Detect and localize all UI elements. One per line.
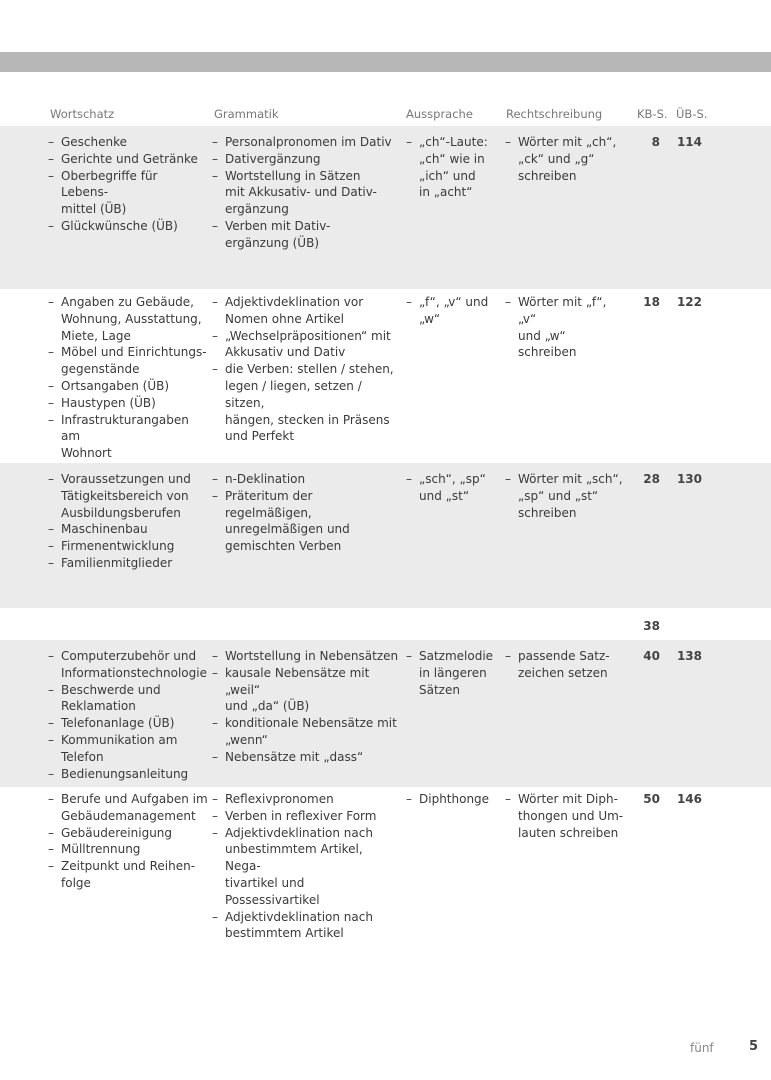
- rechtschreibung-item: [505, 471, 625, 521]
- kb-page-number: 18: [643, 295, 660, 309]
- wortschatz-item-line: Reklamation: [61, 699, 136, 714]
- grammatik-item: [212, 471, 402, 488]
- aussprache-item: [406, 791, 501, 808]
- grammatik-item-line: – Adjektivdeklination nach: [225, 825, 373, 840]
- wortschatz-item: [48, 344, 208, 378]
- grammatik-item-line: und „da“ (ÜB): [225, 699, 310, 714]
- wortschatz-item-line: – Zeitpunkt und Reihen-: [61, 859, 196, 874]
- wortschatz-item-line: Tätigkeitsbereich von: [61, 488, 189, 503]
- aussprache-item-line: in „acht“: [419, 185, 473, 200]
- wortschatz-item-line: Wohnung, Ausstattung,: [61, 311, 202, 326]
- wortschatz-item-line: – Maschinenbau: [61, 522, 148, 537]
- grammatik-item-line: – Adjektivdeklination nach: [225, 909, 373, 924]
- aussprache-item-line: „ch“ wie in: [419, 151, 485, 166]
- table-row: [0, 126, 771, 289]
- grammatik-item: [212, 134, 402, 151]
- rechtschreibung-item-line: zeichen setzen: [518, 665, 608, 680]
- wortschatz-item-line: – Möbel und Einrichtungs-: [61, 345, 207, 360]
- aussprache-item-line: – Satzmelodie: [419, 649, 494, 663]
- grammatik-item: [212, 328, 402, 362]
- header-rechtschreibung: Rechtschreibung: [506, 107, 603, 121]
- header-ueb-seite: ÜB-S.: [676, 107, 708, 121]
- wortschatz-item: [48, 412, 208, 462]
- wortschatz-item-line: Miete, Lage: [61, 328, 131, 343]
- rechtschreibung-item-line: thongen und Um-: [518, 808, 624, 823]
- wortschatz-item-line: Ausbildungsberufen: [61, 505, 181, 520]
- grammatik-item-line: – konditionale Nebensätze mit: [225, 716, 397, 731]
- grammatik-item-line: ergänzung: [225, 202, 289, 217]
- wortschatz-item-line: folge: [61, 875, 91, 890]
- aussprache-item-line: und „st“: [419, 488, 470, 503]
- grammatik-item-line: – Reflexivpronomen: [225, 792, 334, 806]
- wortschatz-item-line: – Gebäudereinigung: [61, 825, 173, 840]
- rechtschreibung-cell: [505, 134, 625, 184]
- wortschatz-item-line: – Kommunikation am: [61, 732, 178, 747]
- grammatik-item-line: – n-Deklination: [225, 472, 306, 486]
- wortschatz-item-line: gegenstände: [61, 362, 140, 377]
- wortschatz-item: [48, 791, 208, 825]
- grammatik-item: [212, 294, 402, 328]
- rechtschreibung-item-line: „ck“ und „g“: [518, 151, 595, 166]
- wortschatz-item-line: mittel (ÜB): [61, 202, 127, 217]
- aussprache-item-line: – „ch“-Laute:: [419, 135, 488, 149]
- wortschatz-item-line: – Voraussetzungen und: [61, 472, 191, 486]
- wortschatz-item: [48, 151, 208, 168]
- grammatik-item-line: – Wortstellung in Nebensätzen: [225, 649, 399, 663]
- top-gray-bar: [0, 52, 771, 72]
- table-row: [0, 640, 771, 787]
- ueb-page-number: 130: [676, 472, 702, 486]
- grammatik-item: [212, 749, 402, 766]
- wortschatz-cell: [48, 471, 208, 572]
- wortschatz-item: [48, 378, 208, 395]
- aussprache-item: [406, 134, 501, 201]
- header-kb-seite: KB-S.: [637, 107, 668, 121]
- aussprache-item-line: – „sch“, „sp“: [419, 472, 486, 486]
- grammatik-item-line: – Adjektivdeklination vor: [225, 295, 364, 309]
- wortschatz-item-line: Informationstechnologie: [61, 665, 207, 680]
- grammatik-item: [212, 808, 402, 825]
- grammatik-item-line: Nomen ohne Artikel: [225, 311, 344, 326]
- wortschatz-item: [48, 395, 208, 412]
- rechtschreibung-item: [505, 294, 625, 361]
- aussprache-item: [406, 294, 501, 328]
- grammatik-item-line: – Verben mit Dativ-: [225, 218, 331, 233]
- kb-page-number: 28: [643, 472, 660, 486]
- grammatik-item-line: legen / liegen, setzen / sitzen,: [225, 378, 362, 410]
- wortschatz-item: [48, 218, 208, 235]
- grammatik-item: [212, 648, 402, 665]
- wortschatz-item: [48, 841, 208, 858]
- aussprache-cell: [406, 471, 501, 505]
- wortschatz-item: [48, 732, 208, 766]
- wortschatz-item: [48, 648, 208, 682]
- aussprache-item-line: Sätzen: [419, 682, 460, 697]
- ueb-page-number: 146: [676, 792, 702, 806]
- rechtschreibung-item-line: – passende Satz-: [518, 649, 610, 663]
- header-aussprache: Aussprache: [406, 107, 473, 121]
- wortschatz-item-line: – Berufe und Aufgaben im: [61, 792, 208, 806]
- ueb-page-number: 122: [676, 295, 702, 309]
- wortschatz-item: [48, 715, 208, 732]
- wortschatz-item-line: – Angaben zu Gebäude,: [61, 295, 194, 309]
- grammatik-item-line: – Personalpronomen im Dativ: [225, 135, 392, 149]
- rechtschreibung-item-line: schreiben: [518, 505, 577, 520]
- wortschatz-item: [48, 555, 208, 572]
- ueb-page-number: 138: [676, 649, 702, 663]
- grammatik-cell: [212, 648, 402, 766]
- wortschatz-item-line: – Bedienungsanleitung: [61, 766, 189, 781]
- table-row: [0, 463, 771, 608]
- wortschatz-item-line: – Oberbegriffe für Lebens-: [61, 168, 158, 200]
- grammatik-item-line: mit Akkusativ- und Dativ-: [225, 185, 377, 200]
- table-row: [0, 286, 771, 461]
- wortschatz-cell: [48, 294, 208, 462]
- grammatik-item-line: – die Verben: stellen / stehen,: [225, 362, 394, 377]
- kb-page-number: 40: [643, 649, 660, 663]
- wortschatz-item-line: – Firmenentwicklung: [61, 539, 175, 554]
- aussprache-cell: [406, 791, 501, 808]
- grammatik-item: [212, 361, 402, 445]
- grammatik-item-line: – Präteritum der regelmäßigen,: [225, 488, 313, 520]
- rechtschreibung-item-line: – Wörter mit „f“, „v“: [518, 295, 607, 326]
- aussprache-item-line: „w“: [419, 311, 441, 326]
- header-wortschatz: Wortschatz: [50, 107, 115, 121]
- grammatik-item: [212, 151, 402, 168]
- rechtschreibung-item-line: – Wörter mit „sch“,: [518, 472, 623, 486]
- wortschatz-item-line: – Ortsangaben (ÜB): [61, 378, 170, 393]
- rechtschreibung-cell: [505, 471, 625, 521]
- wortschatz-item-line: – Computerzubehör und: [61, 649, 197, 663]
- wortschatz-item: [48, 168, 208, 218]
- rechtschreibung-item-line: schreiben: [518, 168, 577, 183]
- wortschatz-item: [48, 825, 208, 842]
- grammatik-item-line: bestimmtem Artikel: [225, 926, 344, 941]
- wortschatz-item: [48, 294, 208, 344]
- grammatik-item-line: gemischten Verben: [225, 539, 342, 554]
- aussprache-cell: [406, 648, 501, 698]
- wortschatz-cell: [48, 134, 208, 235]
- aussprache-item-line: – Diphthonge: [419, 792, 490, 806]
- kb-page-number: 50: [643, 792, 660, 806]
- rechtschreibung-item-line: – Wörter mit Diph-: [518, 792, 618, 806]
- grammatik-item-line: Akkusativ und Dativ: [225, 345, 346, 360]
- grammatik-item: [212, 791, 402, 808]
- rechtschreibung-item: [505, 791, 625, 841]
- rechtschreibung-item: [505, 134, 625, 184]
- aussprache-item-line: in längeren: [419, 665, 487, 680]
- wortschatz-item-line: – Geschenke: [61, 135, 128, 149]
- grammatik-item: [212, 488, 402, 555]
- grammatik-item-line: – „Wechselpräpositionen“ mit: [225, 328, 391, 343]
- grammatik-item-line: unregelmäßigen und: [225, 522, 350, 537]
- table-header: [0, 106, 771, 126]
- rechtschreibung-cell: [505, 648, 625, 682]
- grammatik-item-line: und Perfekt: [225, 429, 295, 444]
- wortschatz-item-line: Telefon: [61, 749, 104, 764]
- wortschatz-cell: [48, 648, 208, 782]
- rechtschreibung-cell: [505, 791, 625, 841]
- grammatik-item-line: – kausale Nebensätze mit „weil“: [225, 665, 370, 697]
- wortschatz-item: [48, 682, 208, 716]
- wortschatz-item: [48, 134, 208, 151]
- grammatik-item: [212, 825, 402, 909]
- wortschatz-cell: [48, 791, 208, 892]
- wortschatz-item-line: – Haustypen (ÜB): [61, 395, 156, 410]
- table-row: [0, 783, 771, 941]
- wortschatz-item-line: – Familienmitglieder: [61, 555, 173, 570]
- grammatik-item: [212, 715, 402, 749]
- grammatik-cell: [212, 134, 402, 252]
- kb-page-number-extra: 38: [643, 619, 660, 633]
- wortschatz-item-line: – Telefonanlage (ÜB): [61, 716, 175, 731]
- wortschatz-item-line: – Gerichte und Getränke: [61, 151, 198, 166]
- rechtschreibung-item-line: „sp“ und „st“: [518, 488, 599, 503]
- rechtschreibung-item-line: lauten schreiben: [518, 825, 619, 840]
- aussprache-item: [406, 471, 501, 505]
- kb-page-number: 8: [651, 135, 660, 149]
- aussprache-cell: [406, 134, 501, 201]
- grammatik-item-line: „wenn“: [225, 732, 268, 747]
- aussprache-item: [406, 648, 501, 698]
- grammatik-item: [212, 909, 402, 943]
- grammatik-item-line: tivartikel und Possessivartikel: [225, 875, 320, 907]
- aussprache-item-line: – „f“, „v“ und: [419, 295, 489, 309]
- rechtschreibung-cell: [505, 294, 625, 361]
- wortschatz-item: [48, 858, 208, 892]
- wortschatz-item: [48, 538, 208, 555]
- aussprache-item-line: „ich“ und: [419, 168, 476, 183]
- grammatik-cell: [212, 791, 402, 942]
- grammatik-item: [212, 168, 402, 218]
- grammatik-item: [212, 665, 402, 715]
- wortschatz-item-line: – Mülltrennung: [61, 842, 141, 857]
- wortschatz-item-line: – Infrastrukturangaben am: [61, 412, 189, 444]
- rechtschreibung-item-line: – Wörter mit „ch“,: [518, 135, 617, 149]
- wortschatz-item: [48, 521, 208, 538]
- wortschatz-item: [48, 471, 208, 521]
- grammatik-item-line: – Nebensätze mit „dass“: [225, 749, 364, 764]
- header-grammatik: Grammatik: [214, 107, 279, 121]
- footer-page-word: fünf: [690, 1041, 714, 1055]
- grammatik-cell: [212, 294, 402, 445]
- wortschatz-item-line: Gebäudemanagement: [61, 808, 196, 823]
- grammatik-item-line: – Verben in reflexiver Form: [225, 808, 377, 823]
- rechtschreibung-item-line: und „w“ schreiben: [518, 328, 577, 360]
- grammatik-item: [212, 218, 402, 252]
- grammatik-item-line: ergänzung (ÜB): [225, 235, 320, 250]
- rechtschreibung-item: [505, 648, 625, 682]
- grammatik-item-line: hängen, stecken in Präsens: [225, 412, 390, 427]
- wortschatz-item: [48, 766, 208, 783]
- wortschatz-item-line: – Glückwünsche (ÜB): [61, 218, 178, 233]
- grammatik-item-line: – Dativergänzung: [225, 151, 321, 166]
- wortschatz-item-line: – Beschwerde und: [61, 682, 161, 697]
- grammatik-item-line: – Wortstellung in Sätzen: [225, 168, 361, 183]
- grammatik-cell: [212, 471, 402, 555]
- footer-page-number: 5: [749, 1039, 759, 1054]
- ueb-page-number: 114: [676, 135, 702, 149]
- aussprache-cell: [406, 294, 501, 328]
- wortschatz-item-line: Wohnort: [61, 446, 112, 461]
- grammatik-item-line: unbestimmtem Artikel, Nega-: [225, 842, 363, 874]
